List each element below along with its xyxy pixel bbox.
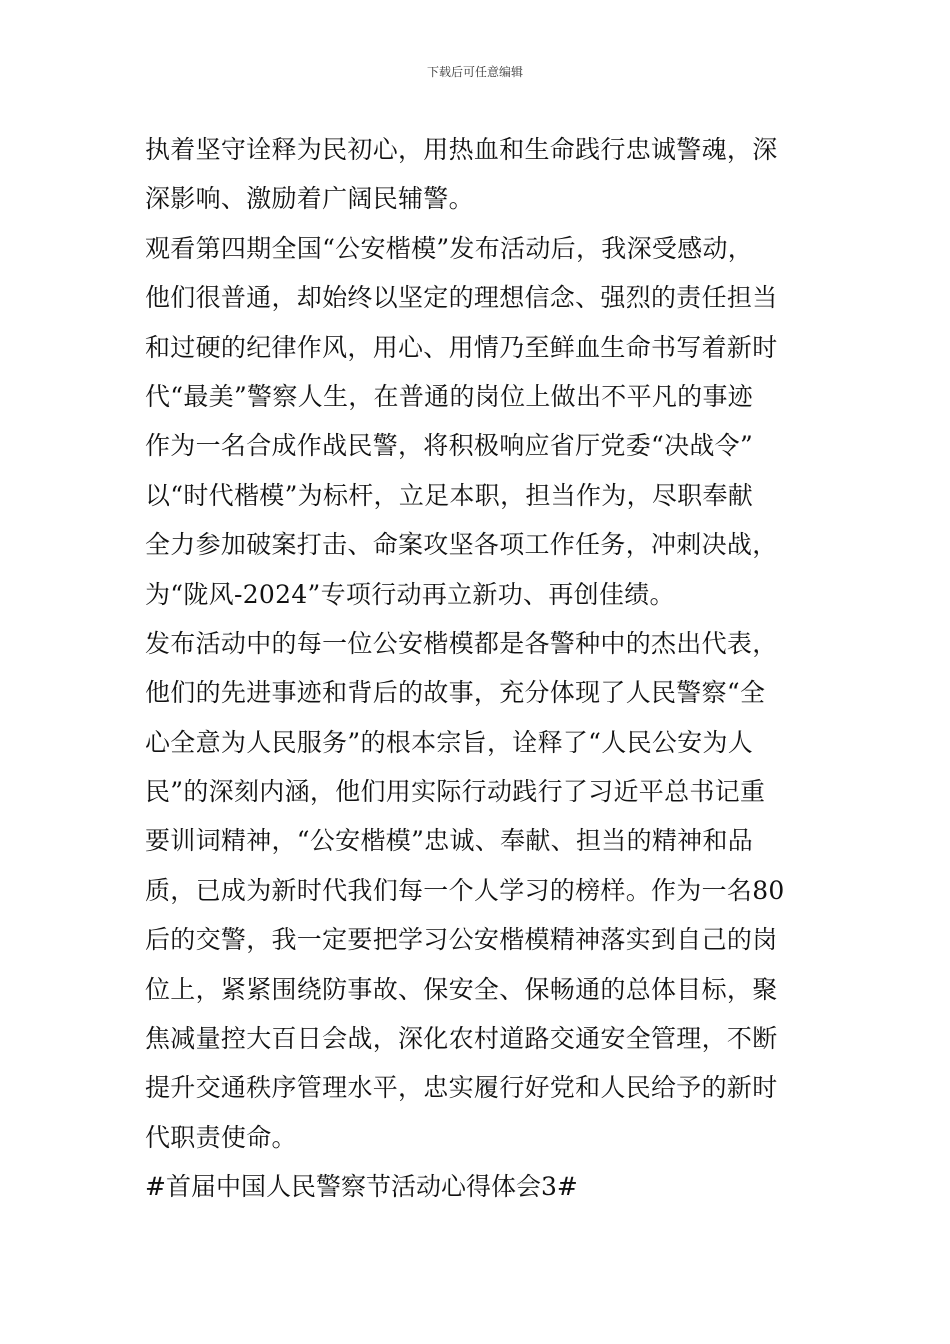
text-line: 作为一名合成作战民警，将积极响应省厅党委“决战令” <box>145 431 754 461</box>
text-line: 为“陇风-2024”专项行动再立新功、再创佳绩。 <box>145 579 675 609</box>
text-line: 焦减量控大百日会战，深化农村道路交通安全管理，不断 <box>145 1024 778 1054</box>
text-line: 全力参加破案打击、命案攻坚各项工作任务，冲刺决战， <box>145 530 778 560</box>
text-line: 民”的深刻内涵，他们用实际行动践行了习近平总书记重 <box>145 777 766 807</box>
text-line: 代“最美”警察人生，在普通的岗位上做出不平凡的事迹 <box>145 381 754 411</box>
section-heading: #首届中国人民警察节活动心得体会3# <box>145 1172 578 1202</box>
text-line: 他们的先进事迹和背后的故事，充分体现了人民警察“全 <box>145 678 766 708</box>
text-line: 代职责使命。 <box>145 1122 297 1152</box>
text-line: 心全意为人民服务”的根本宗旨，诠释了“人民公安为人 <box>145 727 754 757</box>
document-body <box>145 125 825 1212</box>
page-header-note: 下载后可任意编辑 <box>426 65 523 79</box>
text-line: 执着坚守诠释为民初心，用热血和生命践行忠诚警魂，深 <box>145 135 778 164</box>
text-line: 观看第四期全国“公安楷模”发布活动后，我深受感动， <box>145 233 754 263</box>
text-line: 发布活动中的每一位公安楷模都是各警种中的杰出代表， <box>145 628 778 658</box>
text-line: 要训词精神，“公安楷模”忠诚、奉献、担当的精神和品 <box>145 826 754 856</box>
text-line: 后的交警，我一定要把学习公安楷模精神落实到自己的岗 <box>145 925 778 955</box>
text-line: 质，已成为新时代我们每一个人学习的榜样。作为一名80 <box>145 875 785 905</box>
text-line: 和过硬的纪律作风，用心、用情乃至鲜血生命书写着新时 <box>145 332 778 362</box>
text-line: 以“时代楷模”为标杆，立足本职，担当作为，尽职奉献 <box>145 480 754 510</box>
text-line: 深影响、激励着广阔民辅警。 <box>145 184 474 214</box>
text-line: 位上，紧紧围绕防事故、保安全、保畅通的总体目标，聚 <box>145 974 778 1004</box>
text-line: 提升交通秩序管理水平，忠实履行好党和人民给予的新时 <box>145 1073 778 1103</box>
text-line: 他们很普通，却始终以坚定的理想信念、强烈的责任担当 <box>145 283 778 313</box>
